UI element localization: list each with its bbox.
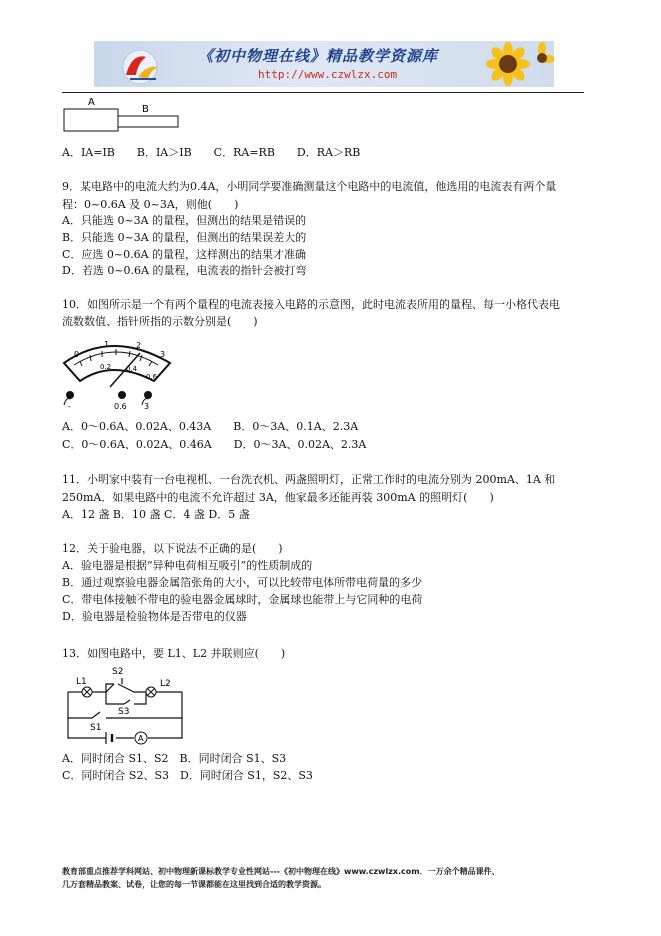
blocks-figure — [62, 95, 182, 135]
terminal-0.6 — [118, 391, 126, 399]
q13-stem: 13．如图电路中，要 L1、L2 并联则应( ) — [62, 647, 286, 660]
q11-options: A．12 盏 B．10 盏 C．4 盏 D．5 盏 — [62, 508, 250, 521]
logo-icon — [116, 45, 172, 85]
banner-title: 《初中物理在线》精品教学资源库 — [198, 47, 439, 65]
q9-option-c: C．应选 0~0.6A 的量程，这样测出的结果才准确 — [62, 248, 307, 261]
footer-line1: 教育部重点推荐学科网站、初中物理新课标教学专业性网站---《初中物理在线》www.czwlzx.com．一万余个精品课件、 — [62, 867, 500, 876]
terminal-3-label: 3 — [144, 402, 150, 411]
ammeter-tick-0.6: 0.6 — [146, 373, 158, 381]
q9-stem-line2: 程：0~0.6A 及 0~3A，则他( ) — [62, 198, 239, 211]
header-rule — [62, 92, 584, 93]
switch-s2-label: S2 — [112, 667, 124, 677]
q10-options-ab: A．0～0.6A、0.02A、0.43A B．0～3A、0.1A、2.3A — [62, 420, 359, 433]
q9-option-a: A．只能选 0~3A 的量程，但测出的结果是错误的 — [62, 214, 307, 227]
q10-stem-line2: 流数数值、指针所指的示数分别是( ) — [62, 315, 258, 328]
switch-s1-label: S1 — [90, 723, 102, 733]
q8-options: A．IA=IB B．IA＞IB C．RA=RB D．RA＞RB — [62, 146, 361, 159]
q9-option-b: B．只能选 0~3A 的量程，但测出的结果误差大的 — [62, 231, 307, 244]
ammeter-tick-1: 1 — [104, 340, 110, 349]
q12-option-c: C．带电体接触不带电的验电器金属球时，金属球也能带上与它同种的电荷 — [62, 593, 423, 606]
q11-stem-line1: 11．小明家中装有一台电视机、一台洗衣机、两盏照明灯，正常工作时的电流分别为 200mA、1A 和 — [62, 473, 556, 486]
sunflower-icon — [478, 41, 554, 87]
header-banner — [94, 41, 554, 87]
ammeter-tick-3: 3 — [160, 350, 166, 359]
q12-stem: 12．关于验电器，以下说法不正确的是( ) — [62, 542, 283, 555]
ammeter-tick-2: 2 — [136, 341, 142, 350]
ammeter-symbol-label: A — [138, 734, 144, 743]
q13-options-cd: C．同时闭合 S2、S3 D．同时闭合 S1，S2、S3 — [62, 769, 313, 782]
banner-url[interactable]: http://www.czwlzx.com — [258, 68, 398, 81]
q10-options-cd: C．0～0.6A、0.02A、0.46A D．0～3A、0.02A、2.3A — [62, 438, 367, 451]
ammeter-figure — [60, 335, 180, 413]
switch-s3-label: S3 — [118, 707, 130, 717]
q13-options-ab: A．同时闭合 S1、S2 B．同时闭合 S1、S3 — [62, 752, 287, 765]
ammeter-tick-0.2: 0.2 — [100, 363, 112, 371]
block-a-label: A — [88, 97, 95, 108]
lamp-l2-label: L2 — [160, 679, 171, 689]
q9-option-d: D．若选 0~0.6A 的量程，电流表的指针会被打弯 — [62, 264, 307, 277]
circuit-figure — [62, 662, 188, 746]
q10-stem-line1: 10．如图所示是一个有两个量程的电流表接入电路的示意图，此时电流表所用的量程、每一小格代表电 — [62, 298, 560, 311]
q12-option-d: D．验电器是检验物体是否带电的仪器 — [62, 610, 247, 623]
ammeter-tick-0: 0 — [74, 350, 80, 359]
q12-option-a: A．验电器是根据“异种电荷相互吸引”的性质制成的 — [62, 559, 313, 572]
terminal-negative — [66, 391, 74, 399]
terminal-3 — [144, 391, 152, 399]
q9-stem-line1: 9．某电路中的电流大约为0.4A，小明同学要准确测量这个电路中的电流值，他选用的电流表有两个量 — [62, 180, 557, 193]
block-b-label: B — [142, 104, 149, 115]
q11-stem-line2: 250mA．如果电路中的电流不允许超过 3A，他家最多还能再装 300mA 的照明灯( ) — [62, 491, 494, 504]
lamp-l1-label: L1 — [76, 677, 87, 687]
ammeter-tick-0.4: 0.4 — [126, 365, 138, 373]
q12-option-b: B．通过观察验电器金属箔张角的大小，可以比较带电体所带电荷量的多少 — [62, 576, 423, 589]
terminal-negative-label: - — [68, 402, 71, 411]
terminal-0.6-label: 0.6 — [114, 402, 127, 411]
footer-line2: 几万套精品教案、试卷，让您的每一节课都能在这里找到合适的教学资源。 — [62, 880, 326, 889]
